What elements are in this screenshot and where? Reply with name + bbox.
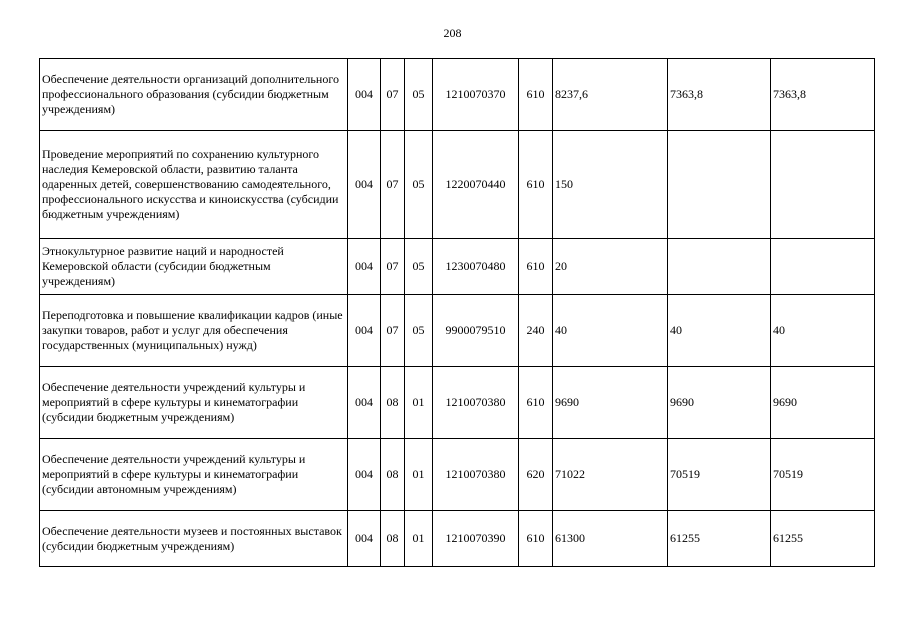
amount-year-2: 7363,8 (668, 59, 771, 131)
subsection-code: 05 (405, 59, 433, 131)
amount-year-1: 40 (553, 295, 668, 367)
table-row (40, 239, 875, 295)
target-article-code: 1210070380 (433, 367, 519, 439)
amount-year-2: 40 (668, 295, 771, 367)
amount-year-1: 61300 (553, 511, 668, 567)
amount-year-2 (668, 239, 771, 295)
item-name: Обеспечение деятельности музеев и постоянных выставок (субсидии бюджетным учреждениям) (40, 511, 348, 567)
ministry-code: 004 (348, 239, 381, 295)
table-row (40, 439, 875, 511)
ministry-code: 004 (348, 511, 381, 567)
expense-type-code: 620 (519, 439, 553, 511)
amount-year-2: 61255 (668, 511, 771, 567)
amount-year-3: 9690 (771, 367, 875, 439)
ministry-code: 004 (348, 59, 381, 131)
target-article-code: 9900079510 (433, 295, 519, 367)
table-row (40, 131, 875, 239)
section-code: 07 (381, 295, 405, 367)
item-name: Обеспечение деятельности организаций дополнительного профессионального образования (субсидии бюджетным учреждениям) (40, 59, 348, 131)
ministry-code: 004 (348, 367, 381, 439)
section-code: 08 (381, 511, 405, 567)
amount-year-1: 150 (553, 131, 668, 239)
amount-year-2: 70519 (668, 439, 771, 511)
target-article-code: 1210070390 (433, 511, 519, 567)
section-code: 07 (381, 239, 405, 295)
amount-year-1: 71022 (553, 439, 668, 511)
ministry-code: 004 (348, 131, 381, 239)
table-row (40, 295, 875, 367)
amount-year-1: 20 (553, 239, 668, 295)
target-article-code: 1230070480 (433, 239, 519, 295)
item-name: Переподготовка и повышение квалификации кадров (иные закупки товаров, работ и услуг для обеспечения государственных (муниципальных) нужд) (40, 295, 348, 367)
item-name: Этнокультурное развитие наций и народностей Кемеровской области (субсидии бюджетным учреждениям) (40, 239, 348, 295)
item-name: Проведение мероприятий по сохранению культурного наследия Кемеровской области, развитию таланта одаренных детей, совершенствованию самодеятельного, профессионального искусства и киноискусства (субсидии бюджетным учреждениям) (40, 131, 348, 239)
target-article-code: 1210070370 (433, 59, 519, 131)
amount-year-1: 8237,6 (553, 59, 668, 131)
section-code: 08 (381, 367, 405, 439)
amount-year-3: 40 (771, 295, 875, 367)
table-row (40, 367, 875, 439)
amount-year-2 (668, 131, 771, 239)
target-article-code: 1220070440 (433, 131, 519, 239)
subsection-code: 05 (405, 295, 433, 367)
table-row (40, 511, 875, 567)
expense-type-code: 610 (519, 59, 553, 131)
subsection-code: 01 (405, 367, 433, 439)
expense-type-code: 610 (519, 131, 553, 239)
section-code: 07 (381, 131, 405, 239)
subsection-code: 01 (405, 439, 433, 511)
amount-year-1: 9690 (553, 367, 668, 439)
table-row (40, 59, 875, 131)
ministry-code: 004 (348, 295, 381, 367)
subsection-code: 01 (405, 511, 433, 567)
subsection-code: 05 (405, 131, 433, 239)
section-code: 08 (381, 439, 405, 511)
expense-type-code: 610 (519, 511, 553, 567)
budget-table (39, 58, 875, 567)
amount-year-3: 61255 (771, 511, 875, 567)
amount-year-3 (771, 239, 875, 295)
item-name: Обеспечение деятельности учреждений культуры и мероприятий в сфере культуры и кинематографии (субсидии автономным учреждениям) (40, 439, 348, 511)
amount-year-3: 70519 (771, 439, 875, 511)
expense-type-code: 610 (519, 239, 553, 295)
amount-year-2: 9690 (668, 367, 771, 439)
ministry-code: 004 (348, 439, 381, 511)
expense-type-code: 240 (519, 295, 553, 367)
amount-year-3: 7363,8 (771, 59, 875, 131)
item-name: Обеспечение деятельности учреждений культуры и мероприятий в сфере культуры и кинематографии (субсидии бюджетным учреждениям) (40, 367, 348, 439)
subsection-code: 05 (405, 239, 433, 295)
section-code: 07 (381, 59, 405, 131)
expense-type-code: 610 (519, 367, 553, 439)
target-article-code: 1210070380 (433, 439, 519, 511)
amount-year-3 (771, 131, 875, 239)
page-number: 208 (443, 26, 462, 40)
